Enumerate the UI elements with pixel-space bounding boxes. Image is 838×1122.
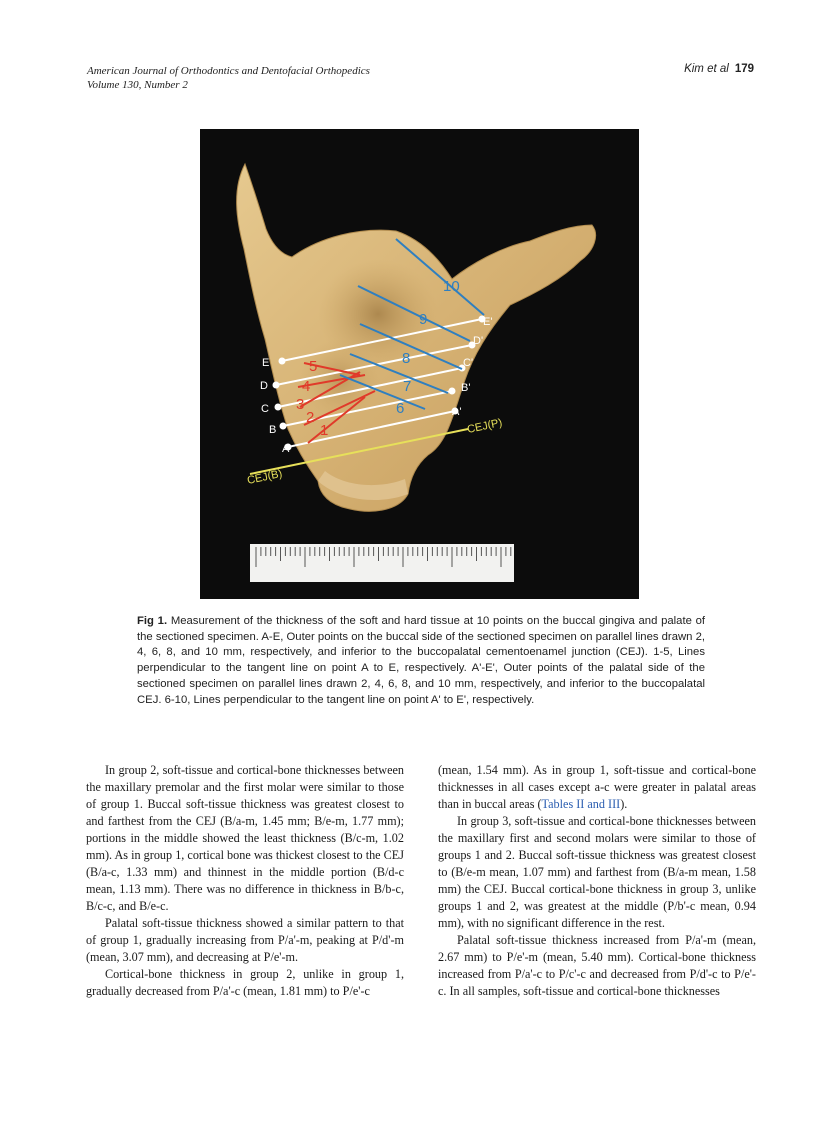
buccal-point-label: C <box>261 403 269 415</box>
author-running-head: Kim et al <box>684 63 729 75</box>
page-number: 179 <box>734 63 754 75</box>
palatal-point-label: D' <box>473 335 484 347</box>
paragraph: Cortical-bone thickness in group 2, unlike in group 1, gradually decreased from P/a'-c (mean, 1.81 mm) to P/e'-c <box>86 967 404 998</box>
cej-buccal-label: CEJ(B) <box>246 467 284 487</box>
buccal-point-label: B <box>269 424 277 436</box>
running-header <box>87 64 370 92</box>
blue-line-number: 6 <box>396 400 405 417</box>
specimen-photo <box>200 129 639 599</box>
caption-text: Measurement of the thickness of the soft and hard tissue at 10 points on the buccal gingiva and palate of the sectioned specimen. A-E, Outer points on the buccal side of the sectioned specimen on parallel lines drawn 2, 4, 6, 8, and 10 mm, respectively, and inferior to the buccopalatal cementoenamel junction (CEJ). 1-5, Lines perpendicular to the tangent line on point A to E, respectively. A'-E', Outer points of the palatal side of the sectioned specimen on parallel lines drawn 2, 4, 6, 8, and 10 mm, respectively, and inferior to the buccopalatal CEJ. 6-10, Lines perpendicular to the tangent line on point A' to E', respectively. <box>137 615 706 706</box>
page-header-right <box>684 63 754 75</box>
paragraph: In group 2, soft-tissue and cortical-bone thicknesses between the maxillary premolar and the first molar were similar to those of group 1. Buccal soft-tissue thickness was greatest closest to and farthest from the CEJ (B/a-m, 1.45 mm; B/e-m, 1.77 mm); portions in the middle showed the least thickness (B/c-m, 1.02 mm). As in group 1, cortical bone was thickest closest to the CEJ (B/a-c, 1.33 mm) and thinnest in the middle portion (B/d-c mean, 1.13 mm). There was no difference in thickness in B/b-c, B/c-c, and B/e-c. <box>86 763 404 913</box>
paragraph: Palatal soft-tissue thickness showed a similar pattern to that of group 1, gradually increasing from P/a'-m, peaking at P/d'-m (mean, 3.07 mm), and decreasing at P/e'-m. <box>86 916 404 964</box>
palatal-point-label: B' <box>461 382 471 394</box>
palatal-point-label: A' <box>452 406 462 418</box>
blue-line-number: 8 <box>402 350 411 367</box>
red-line-number: 3 <box>296 396 305 413</box>
blue-line-number: 10 <box>443 278 460 295</box>
buccal-point-label: A <box>282 443 290 455</box>
buccal-point-label: E <box>262 357 270 369</box>
red-line-number: 2 <box>306 409 315 426</box>
figure-caption <box>137 614 705 708</box>
cej-palatal-label: CEJ(P) <box>466 416 504 436</box>
left-column <box>86 762 404 1000</box>
palatal-point-label: E' <box>483 316 493 328</box>
journal-title: American Journal of Orthodontics and Dentofacial Orthopedics <box>87 65 370 77</box>
blue-line-number: 7 <box>403 378 412 395</box>
red-line-number: 4 <box>302 378 311 395</box>
table-reference-link[interactable]: Tables II and III <box>541 797 621 811</box>
palatal-point-label: C' <box>463 357 474 369</box>
paragraph: (mean, 1.54 mm). As in group 1, soft-tissue and cortical-bone thicknesses in all cases except a-c were greater in palatal areas than in buccal areas (Tables II and III). <box>438 763 756 811</box>
right-column <box>438 762 756 1000</box>
paragraph: In group 3, soft-tissue and cortical-bone thicknesses between the maxillary first and second molars were similar to those of groups 1 and 2. Buccal soft-tissue thickness was greatest closest to (B/e-m mean, 1.07 mm) and farthest from (B/a-m mean, 1.58 mm) the CEJ. Buccal cortical-bone thickness in group 3, unlike groups 1 and 2, was greatest at the middle (P/b'-c mean, 0.94 mm), with no significant difference in the rest. <box>438 814 756 930</box>
blue-line-number: 9 <box>419 311 428 328</box>
paragraph: Palatal soft-tissue thickness increased from P/a'-m (mean, 2.67 mm) to P/e'-m (mean, 5.40 mm). Cortical-bone thickness increased from P/a'-c to P/c'-c and decreased from P/d'-c to P/e'-c. In all samples, soft-tissue and cortical-bone thicknesses <box>438 933 756 998</box>
caption-label: Fig 1. <box>137 615 168 627</box>
buccal-point-label: D <box>260 380 268 392</box>
ruler <box>250 544 514 582</box>
figure-1 <box>200 129 639 599</box>
red-line-number: 5 <box>309 358 318 375</box>
red-line-number: 1 <box>320 422 329 439</box>
journal-volume: Volume 130, Number 2 <box>87 79 188 91</box>
